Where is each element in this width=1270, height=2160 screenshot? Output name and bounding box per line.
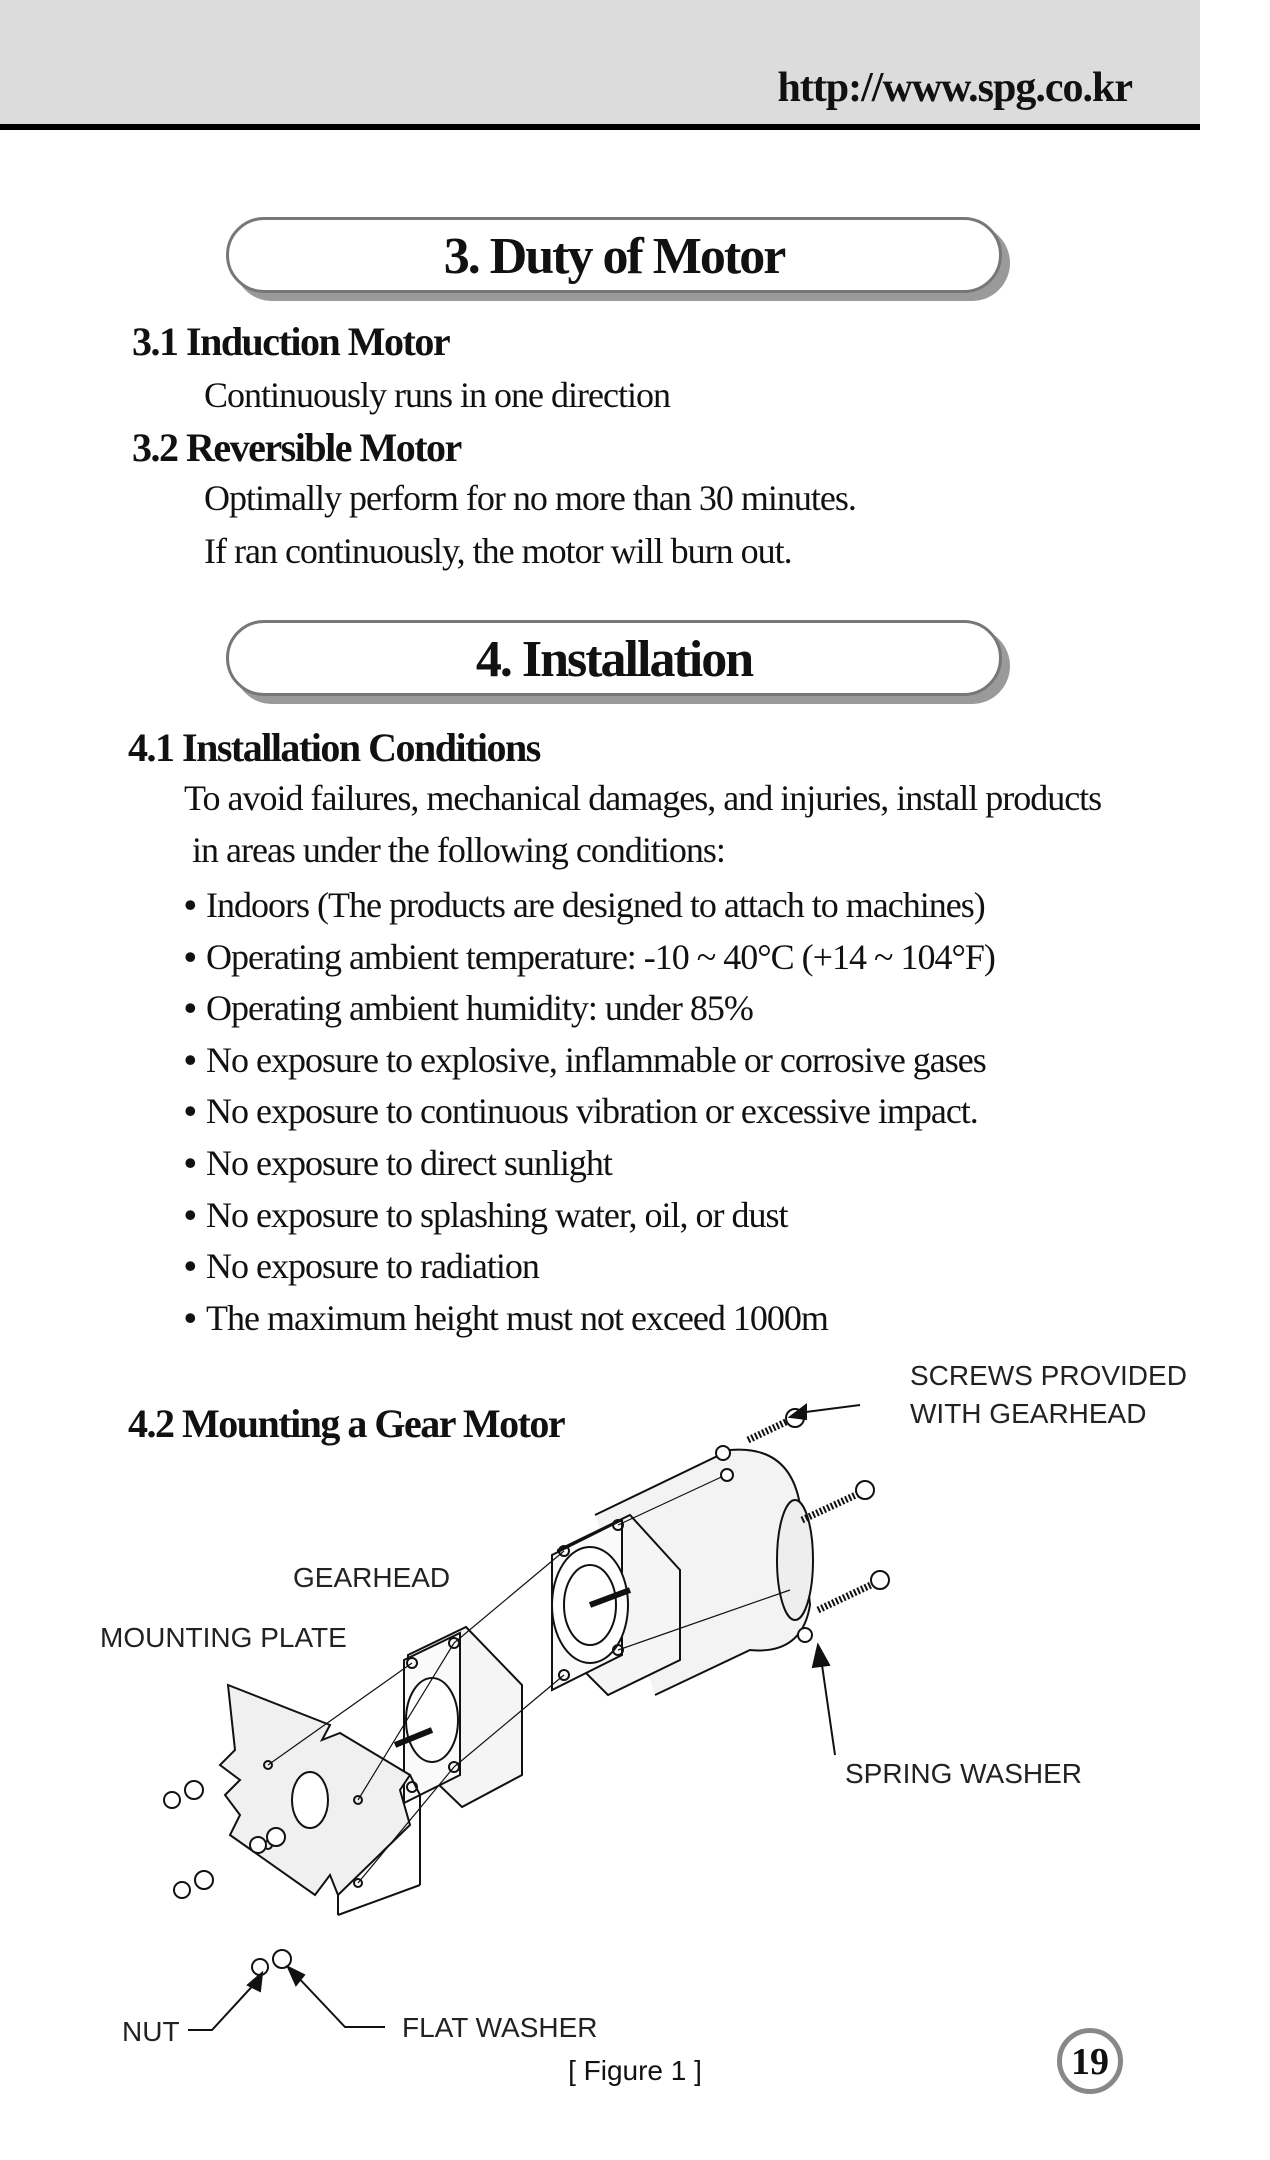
- list-item: • No exposure to continuous vibration or excessive impact.: [184, 1091, 978, 1132]
- subsection-heading: 4.2 Mounting a Gear Motor: [128, 1401, 565, 1446]
- figure-caption: [ Figure 1 ]: [568, 2055, 702, 2086]
- section-title-banner: [226, 217, 1010, 301]
- paragraph: in areas under the following conditions:: [192, 830, 725, 870]
- subsection-heading: 4.1 Installation Conditions: [128, 725, 540, 770]
- list-item: • The maximum height must not exceed 1000m: [184, 1297, 828, 1338]
- section-title-banner: [226, 620, 1010, 704]
- subsection-heading: 3.1 Induction Motor: [132, 319, 450, 364]
- list-item: • No exposure to explosive, inflammable or corrosive gases: [184, 1039, 986, 1080]
- label-screws-line1: SCREWS PROVIDED: [910, 1360, 1187, 1391]
- label-nut: NUT: [122, 2016, 180, 2047]
- subsection-heading: 3.2 Reversible Motor: [132, 425, 461, 470]
- label-spring-washer: SPRING WASHER: [845, 1758, 1082, 1789]
- mounting-diagram: [90, 1355, 1187, 2055]
- list-item: • Operating ambient temperature: -10 ~ 40°C (+14 ~ 104°F): [184, 936, 995, 977]
- paragraph: Optimally perform for no more than 30 minutes.: [204, 478, 856, 518]
- list-item: • Indoors (The products are designed to attach to machines): [184, 885, 985, 925]
- label-mounting-plate: MOUNTING PLATE: [100, 1622, 347, 1653]
- section-title: 3. Duty of Motor: [443, 228, 785, 285]
- conditions-list: [184, 880, 995, 1344]
- label-screws-line2: WITH GEARHEAD: [910, 1398, 1147, 1429]
- section-title: 4. Installation: [475, 631, 753, 688]
- paragraph: To avoid failures, mechanical damages, and injuries, install products: [184, 778, 1102, 818]
- paragraph: Continuously runs in one direction: [204, 375, 670, 415]
- list-item: • No exposure to splashing water, oil, or dust: [184, 1194, 788, 1235]
- list-item: • No exposure to direct sunlight: [184, 1142, 612, 1183]
- list-item: • Operating ambient humidity: under 85%: [184, 988, 753, 1029]
- site-url[interactable]: http://www.spg.co.kr: [777, 65, 1132, 111]
- page-number: 19: [1057, 2028, 1123, 2094]
- paragraph: If ran continuously, the motor will burn out.: [204, 531, 792, 571]
- label-flat-washer: FLAT WASHER: [402, 2012, 598, 2043]
- list-item: • No exposure to radiation: [184, 1246, 539, 1287]
- header-bar: [0, 0, 1200, 130]
- label-gearhead: GEARHEAD: [293, 1562, 451, 1593]
